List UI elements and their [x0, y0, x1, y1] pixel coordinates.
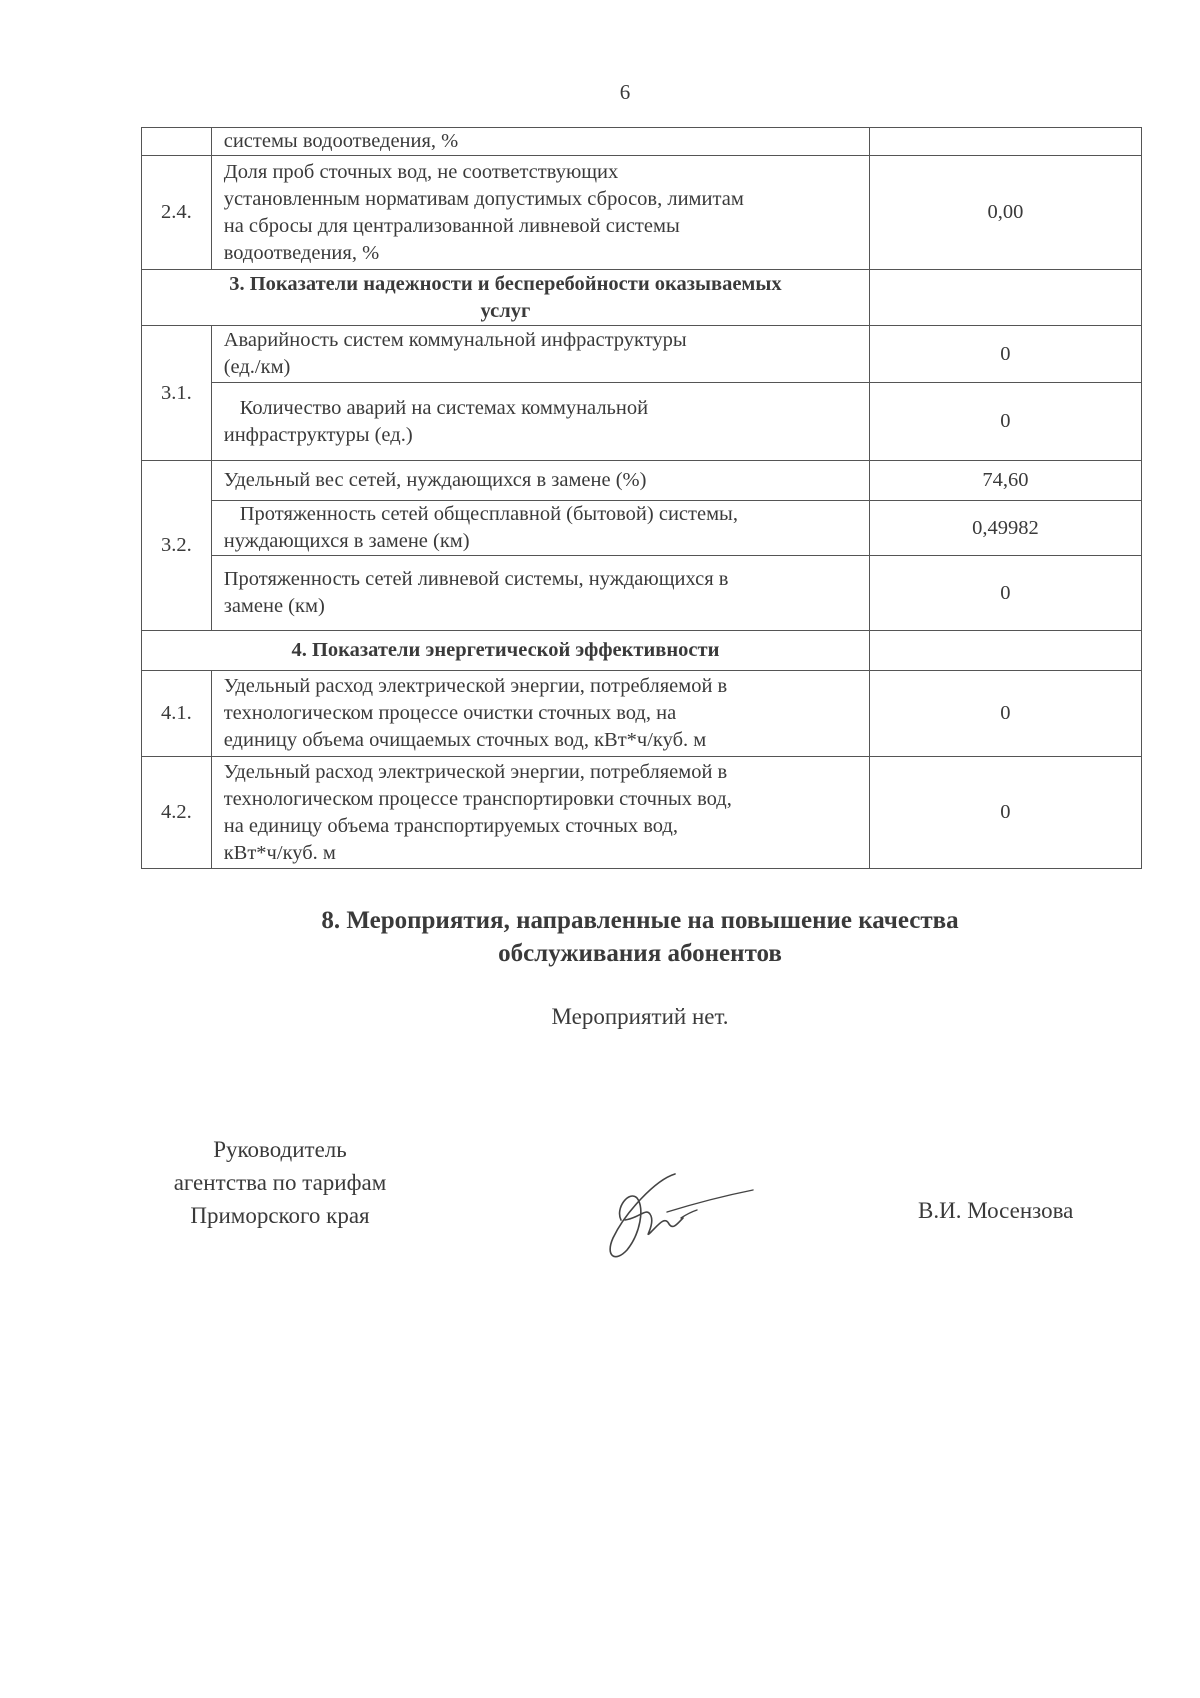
- signature-image: [585, 1168, 755, 1268]
- signer-title: [135, 1133, 425, 1232]
- section-8-heading: [140, 904, 1140, 970]
- description-line: Удельный расход электрической энергии, потребляемой в: [223, 675, 728, 697]
- row-description: [211, 326, 869, 383]
- row-number: 3.2.: [142, 461, 212, 631]
- description-line: кВт*ч/куб. м: [223, 841, 336, 864]
- row-value: 0: [869, 556, 1141, 631]
- signer-title-line: агентства по тарифам: [173, 1170, 387, 1195]
- row-value: [869, 631, 1141, 671]
- description-line: нуждающихся в замене (км): [223, 530, 470, 552]
- row-value: 74,60: [869, 461, 1141, 501]
- row-value: 0,49982: [869, 501, 1141, 556]
- description-line: Протяженность сетей общесплавной (бытовой) системы,: [239, 503, 738, 525]
- row-value: 0: [869, 671, 1141, 757]
- description-line: на единицу объема транспортируемых сточных вод,: [223, 814, 678, 837]
- description-line: на сбросы для централизованной ливневой системы: [223, 214, 680, 237]
- signer-title-line: Приморского края: [190, 1203, 370, 1228]
- row-value: 0,00: [869, 156, 1141, 270]
- description-line: установленным нормативам допустимых сбросов, лимитам: [223, 187, 744, 210]
- row-value: 0: [869, 383, 1141, 461]
- description-line: инфраструктуры (ед.): [223, 423, 413, 446]
- table-row: [142, 128, 1142, 156]
- description-line: Доля проб сточных вод, не соответствующих: [223, 160, 619, 183]
- signer-title-line: Руководитель: [213, 1137, 347, 1162]
- row-number: 3.1.: [142, 326, 212, 461]
- row-description: [211, 757, 869, 869]
- row-number: 4.1.: [142, 671, 212, 757]
- section-header-row: [142, 270, 1142, 326]
- row-description: Удельный вес сетей, нуждающихся в замене (%): [211, 461, 869, 501]
- row-number: [142, 128, 212, 156]
- row-value: [869, 270, 1141, 326]
- row-value: [869, 128, 1141, 156]
- page-number: 6: [619, 80, 631, 104]
- row-description: [211, 383, 869, 461]
- signer-name: В.И. Мосензова: [918, 1198, 1074, 1223]
- section-3-title: [142, 270, 870, 326]
- description-line: Протяженность сетей ливневой системы, нуждающихся в: [223, 568, 729, 590]
- heading-line: обслуживания абонентов: [498, 940, 782, 967]
- description-line: технологическом процессе транспортировки сточных вод,: [223, 787, 732, 810]
- description-line: Удельный расход электрической энергии, потребляемой в: [223, 760, 728, 783]
- row-description: [211, 156, 869, 270]
- row-value: 0: [869, 326, 1141, 383]
- section-title-line: 3. Показатели надежности и бесперебойности оказываемых: [229, 272, 782, 295]
- table-row: [142, 757, 1142, 869]
- description-line: Аварийность систем коммунальной инфраструктуры: [223, 329, 687, 351]
- description-line: (ед./км): [223, 356, 291, 378]
- description-line: технологическом процессе очистки сточных вод, на: [223, 702, 677, 724]
- description-line: Количество аварий на системах коммунальной: [239, 396, 649, 419]
- section-8-text: Мероприятий нет.: [551, 1004, 729, 1029]
- table-row: [142, 671, 1142, 757]
- section-4-title: 4. Показатели энергетической эффективности: [142, 631, 870, 671]
- row-number: 4.2.: [142, 757, 212, 869]
- description-line: замене (км): [223, 595, 325, 617]
- table-row: [142, 556, 1142, 631]
- heading-line: 8. Мероприятия, направленные на повышение качества: [321, 907, 959, 934]
- description-line: водоотведения, %: [223, 241, 380, 264]
- row-number: 2.4.: [142, 156, 212, 270]
- row-description: [211, 556, 869, 631]
- row-description: системы водоотведения, %: [211, 128, 869, 156]
- row-value: 0: [869, 757, 1141, 869]
- row-description: [211, 671, 869, 757]
- section-title-line: услуг: [480, 299, 531, 322]
- section-header-row: [142, 631, 1142, 671]
- table-row: [142, 461, 1142, 501]
- table-row: [142, 156, 1142, 270]
- description-line: единицу объема очищаемых сточных вод, кВт*ч/куб. м: [223, 729, 707, 751]
- table-row: [142, 501, 1142, 556]
- table-row: [142, 383, 1142, 461]
- row-description: [211, 501, 869, 556]
- table-row: [142, 326, 1142, 383]
- indicators-table: [141, 127, 1142, 869]
